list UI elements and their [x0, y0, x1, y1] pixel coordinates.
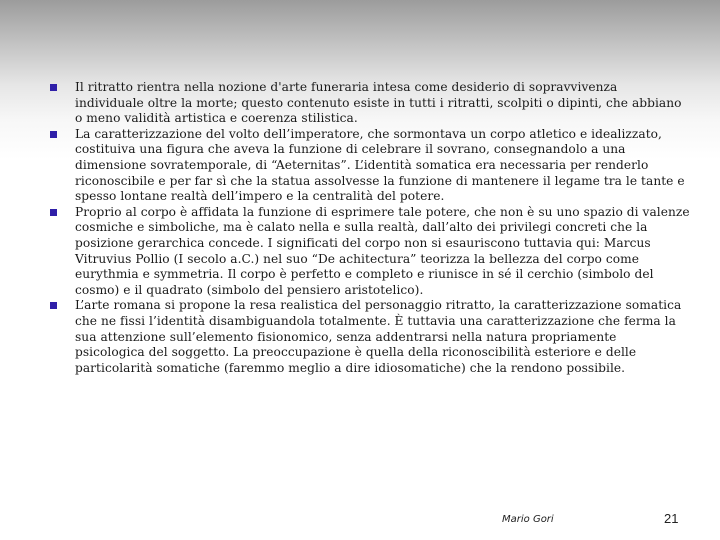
page-number: 21: [664, 511, 679, 526]
bullet-item-2: [50, 127, 690, 205]
bullet-text: L’arte romana si propone la resa realistica del personaggio ritratto, la caratterizzazione somatica che ne fissi l’identità disambiguandola totalmente. È tuttavia una caratterizzazione che ferma la sua attenzione sull’elemento fisionomico, senza addentrarsi nella natura propriamente psicologica del soggetto. La preoccupazione è quella della riconoscibilità esteriore e delle particolarità somatiche (faremmo meglio a dire idiosomatiche) che la rendono possibile.: [75, 298, 682, 375]
bullet-item-1: [50, 80, 690, 127]
square-bullet-icon: [50, 209, 57, 216]
footer-author: Mario Gori: [502, 514, 554, 525]
bullet-item-4: [50, 298, 690, 376]
square-bullet-icon: [50, 84, 57, 91]
bullet-text: La caratterizzazione del volto dell’imperatore, che sormontava un corpo atletico e idealizzato, costituiva una figura che aveva la funzione di celebrare il sovrano, consegnandolo a una dimensione sovratemporale, di “Aeternitas”. L’identità somatica era necessaria per renderlo riconoscibile e per far sì che la statua assolvesse la funzione di mantenere il legame tra le tante e spesso lontane realtà dell’impero e la centralità del potere.: [75, 126, 685, 204]
bullet-text: Proprio al corpo è affidata la funzione di esprimere tale potere, che non è su uno spazio di valenze cosmiche e simboliche, ma è calato nella e sulla realtà, dall’alto dei privilegi concreti che la posizione gerarchica concede. I significati del corpo non si esauriscono tuttavia qui: Marcus Vitruvius Pollio (I secolo a.C.) nel suo “De achitectura” teorizza la bellezza del corpo come eurythmia e symmetria. Il corpo è perfetto e completo e riunisce in sé il cerchio (simbolo del cosmo) e il quadrato (simbolo del pensiero aristotelico).: [75, 204, 690, 297]
bullet-list: [50, 80, 690, 376]
square-bullet-icon: [50, 131, 57, 138]
bullet-text: Il ritratto rientra nella nozione d'arte funeraria intesa come desiderio di sopravvivenza individuale oltre la morte; questo contenuto esiste in tutti i ritratti, scolpiti o dipinti, che abbiano o meno validità artistica e coerenza stilistica.: [75, 80, 682, 126]
square-bullet-icon: [50, 302, 57, 309]
bullet-item-3: [50, 205, 690, 299]
